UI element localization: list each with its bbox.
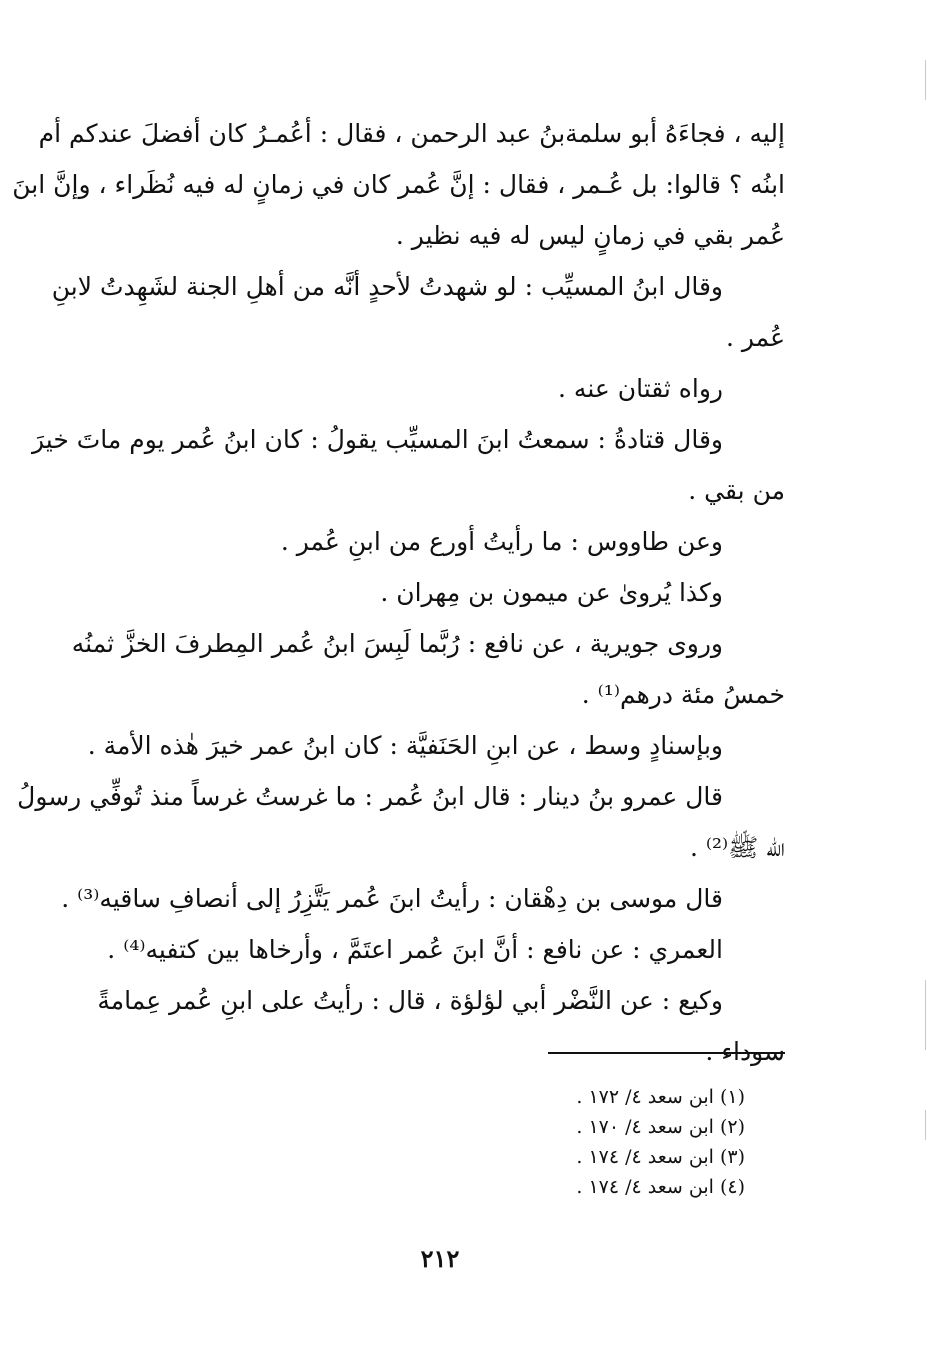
page-number: ٢١٢ [420,1244,460,1273]
main-text [12,108,785,1077]
footnote-item: (٤) ابن سعد ٤/ ١٧٤ . [576,1176,745,1198]
scan-margin-mark [925,1110,926,1140]
text-line: العمري : عن نافع : أنَّ ابنَ عُمر اعتَمَّ ، وأرخاها بين كتفيه⁽⁴⁾ . [107,935,723,964]
text-line: وكذا يُروىٰ عن ميمون بن مِهران . [380,578,723,607]
text-line: من بقي . [688,476,785,505]
scan-margin-mark [925,60,926,100]
text-line: الله ﷺ⁽²⁾ . [689,833,785,862]
footnote-item: (١) ابن سعد ٤/ ١٧٢ . [576,1086,745,1108]
footnote-divider [548,1052,785,1054]
text-line: خمسُ مئة درهم⁽¹⁾ . [581,680,785,709]
text-line: عُمر . [725,323,785,352]
text-line: وقال ابنُ المسيِّب : لو شهدتُ لأحدٍ أنَّه من أهلِ الجنة لشَهِدتُ لابنِ [51,272,723,301]
footnote-item: (٢) ابن سعد ٤/ ١٧٠ . [576,1116,745,1138]
scan-margin-mark [925,980,926,1050]
text-line: وبإسنادٍ وسط ، عن ابنِ الحَنَفيَّة : كان ابنُ عمر خيرَ هٰذه الأمة . [87,731,723,760]
text-line: إليه ، فجاءَهُ أبو سلمةبنُ عبد الرحمن ، فقال : أعُمـرُ كان أفضلَ عندكم أم [38,119,785,148]
text-line: ابنُه ؟ قالوا: بل عُـمر ، فقال : إنَّ عُمر كان في زمانٍ له فيه نُظَراء ، وإنَّ ابنَ [12,170,785,199]
text-line: قال موسى بن دِهْقان : رأيتُ ابنَ عُمر يَتَّزِرُ إلى أنصافِ ساقيه⁽³⁾ . [61,884,723,913]
text-line: وقال قتادةُ : سمعتُ ابنَ المسيِّب يقولُ : كان ابنُ عُمر يوم ماتَ خيرَ [31,425,723,454]
text-line: وعن طاووس : ما رأيتُ أورع من ابنِ عُمر . [280,527,723,556]
text-line: عُمر بقي في زمانٍ ليس له فيه نظير . [395,221,785,250]
text-line: رواه ثقتان عنه . [558,374,723,403]
text-line: وروى جويرية ، عن نافع : رُبَّما لَبِسَ ابنُ عُمر المِطرفَ الخزَّ ثمنُه [71,629,723,658]
footnotes [420,1082,745,1202]
text-line: سوداء . [705,1037,785,1066]
footnote-item: (٣) ابن سعد ٤/ ١٧٤ . [576,1146,745,1168]
text-line: وكيع : عن النَّضْر أبي لؤلؤة ، قال : رأيتُ على ابنِ عُمر عِمامةً [97,986,723,1015]
text-line: قال عمرو بنُ دينار : قال ابنُ عُمر : ما غرستُ غرساً منذ تُوفِّي رسولُ [17,782,723,811]
